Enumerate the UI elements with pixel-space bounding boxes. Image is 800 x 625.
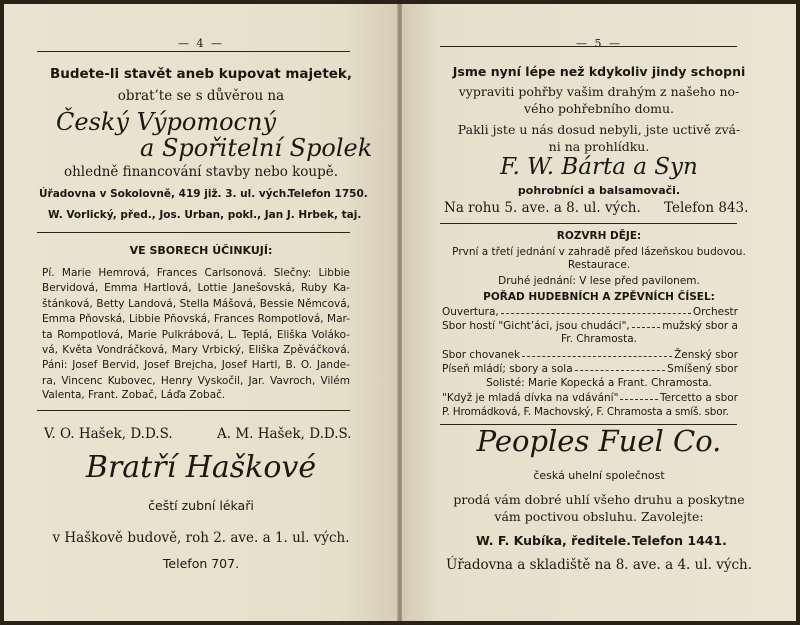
schedule-act: První a třetí jednání v zahradě před lázeňskou budovou. bbox=[452, 246, 746, 258]
divider bbox=[37, 232, 350, 233]
program-item-performer: mužský sbor a bbox=[662, 320, 738, 332]
ad-phone: Telefon 1750. bbox=[288, 188, 368, 200]
cast-line: štánková, Betty Landová, Stella Mášová, Bessie Němcová, bbox=[42, 297, 350, 310]
ad-phone: Telefon 707. bbox=[162, 556, 240, 571]
program-item-title: "Když je mladá dívka na vdávání" bbox=[442, 392, 619, 404]
program-item-title: Sbor hostí "Gicht’áci, jsou chudáci", bbox=[442, 320, 630, 332]
ad-headline: Budete-li stavět aneb kupovat majetek, bbox=[49, 66, 353, 82]
ad-subtitle: česká uhelní společnost bbox=[533, 469, 665, 482]
ad-dentist: A. M. Hašek, D.D.S. bbox=[217, 426, 352, 442]
program-item-title: Ouvertura, bbox=[442, 306, 499, 318]
cast-line: ra, Vincenc Kubovec, Henry Vyskočil, Jar. Vavroch, Vilém bbox=[42, 374, 350, 387]
right-page bbox=[402, 4, 796, 621]
ad-company-name: Bratří Haškové bbox=[85, 450, 317, 485]
ad-address: Úřadovna a skladiště na 8. ave. a 4. ul. vých. bbox=[445, 557, 753, 573]
ad-manager: W. F. Kubíka, ředitele. bbox=[476, 533, 631, 548]
divider bbox=[440, 223, 737, 224]
ad-text: vám poctivou obsluhu. Zavolejte: bbox=[494, 509, 704, 524]
leader-dots bbox=[522, 349, 672, 357]
leader-dots bbox=[620, 392, 658, 400]
program-item-performer: Smíšený sbor bbox=[667, 363, 738, 375]
program-item-title: Píseň mládí; sbory a sola bbox=[442, 363, 573, 375]
program-item bbox=[442, 306, 738, 318]
program-item-note: Fr. Chramosta. bbox=[560, 333, 638, 345]
schedule-act: Restaurace. bbox=[567, 259, 631, 271]
ad-text: vého pohřebního domu. bbox=[524, 101, 674, 116]
ad-text: ni na prohlídku. bbox=[548, 139, 650, 154]
cast-heading: VE SBORECH ÚČINKUJÍ: bbox=[129, 244, 273, 257]
program-item-note: Solisté: Marie Kopecká a Frant. Chramosta. bbox=[486, 377, 712, 389]
schedule-act: Druhé jednání: V lese před pavilonem. bbox=[498, 275, 700, 287]
ad-company-name: F. W. Bárta a Syn bbox=[500, 154, 698, 180]
ad-text: ohledně financování stavby nebo koupě. bbox=[63, 164, 339, 180]
ad-text: vypraviti pohřby vašim drahým z našeho no- bbox=[458, 84, 740, 99]
divider bbox=[37, 51, 350, 52]
cast-line: vá, Květa Vondráčková, Mary Vrbický, Eliška Zpěváčková. bbox=[42, 344, 350, 357]
cast-line: Emma Pňovská, Libbie Pňovská, Frances Rompotlová, Mar- bbox=[42, 313, 350, 326]
program-item-performer: Tercetto a sbor bbox=[659, 392, 738, 404]
cast-list bbox=[42, 266, 350, 389]
program-item-performer: Orchestr bbox=[692, 306, 738, 318]
cast-line: Pí. Marie Hemrová, Frances Carlsonová. Slečny: Libbie bbox=[42, 267, 350, 279]
ad-phone: Telefon 1441. bbox=[632, 533, 727, 548]
program-item-performer: Ženský sbor bbox=[674, 349, 738, 361]
music-heading: POŘAD HUDEBNÍCH A ZPĚVNÍCH ČÍSEL: bbox=[483, 291, 715, 303]
divider bbox=[37, 410, 350, 411]
cast-line: Páni: Josef Bervid, Josef Brejcha, Josef Hartl, B. O. Jande- bbox=[42, 359, 350, 372]
ad-company-name: Peoples Fuel Co. bbox=[476, 424, 722, 458]
ad-company-name: a Spořitelní Spolek bbox=[140, 134, 373, 162]
divider bbox=[440, 46, 737, 47]
ad-dentist: V. O. Hašek, D.D.S. bbox=[44, 426, 173, 442]
program-item-title: Sbor chovanek bbox=[442, 349, 521, 361]
cast-line: Bervidová, Emma Hartlová, Lottie Janešovská, Ruby Ka- bbox=[42, 282, 350, 295]
ad-officers: W. Vorlický, před., Jos. Urban, pokl., Jan J. Hrbek, taj. bbox=[48, 209, 362, 221]
program-item bbox=[442, 320, 738, 332]
ad-address: v Haškově budově, roh 2. ave. a 1. ul. vých. bbox=[52, 530, 350, 546]
ad-headline: Jsme nyní lépe než kdykoliv jindy schopni bbox=[452, 64, 746, 79]
ad-subtitle: čeští zubní lékaři bbox=[148, 498, 254, 513]
page-number: — 4 — bbox=[178, 37, 224, 50]
leader-dots bbox=[575, 363, 666, 371]
leader-dots bbox=[632, 320, 660, 328]
cast-line-last: Valenta, Frant. Zobač, Láďa Zobač. bbox=[42, 389, 226, 401]
schedule-heading: ROZVRH DĚJE: bbox=[556, 230, 642, 242]
left-page bbox=[4, 4, 398, 621]
program-item bbox=[442, 349, 738, 361]
ad-trade: pohrobníci a balsamovači. bbox=[517, 184, 681, 197]
ad-text: obrat’te se s důvěrou na bbox=[117, 88, 285, 104]
ad-address: Na rohu 5. ave. a 8. ul. vých. bbox=[444, 200, 641, 216]
leader-dots bbox=[501, 306, 691, 314]
program-item: P. Hromádková, F. Machovský, F. Chramosta a smíš. sbor. bbox=[442, 406, 729, 418]
page-number: — 5 — bbox=[576, 37, 622, 50]
ad-text: Pakli jste u nás dosud nebyli, jste uctivě zvá- bbox=[457, 122, 741, 137]
ad-company-name: Český Výpomocný bbox=[56, 108, 277, 136]
ad-phone: Telefon 843. bbox=[664, 200, 749, 216]
ad-office-address: Úřadovna v Sokolovně, 419 již. 3. ul. vých. bbox=[39, 188, 291, 200]
program-item bbox=[442, 392, 738, 404]
program-item bbox=[442, 363, 738, 375]
cast-line: ta Rompotlová, Marie Pulkrábová, L. Teplá, Eliška Voláko- bbox=[42, 328, 350, 341]
ad-text: prodá vám dobré uhlí všeho druhu a poskytne bbox=[453, 492, 745, 507]
